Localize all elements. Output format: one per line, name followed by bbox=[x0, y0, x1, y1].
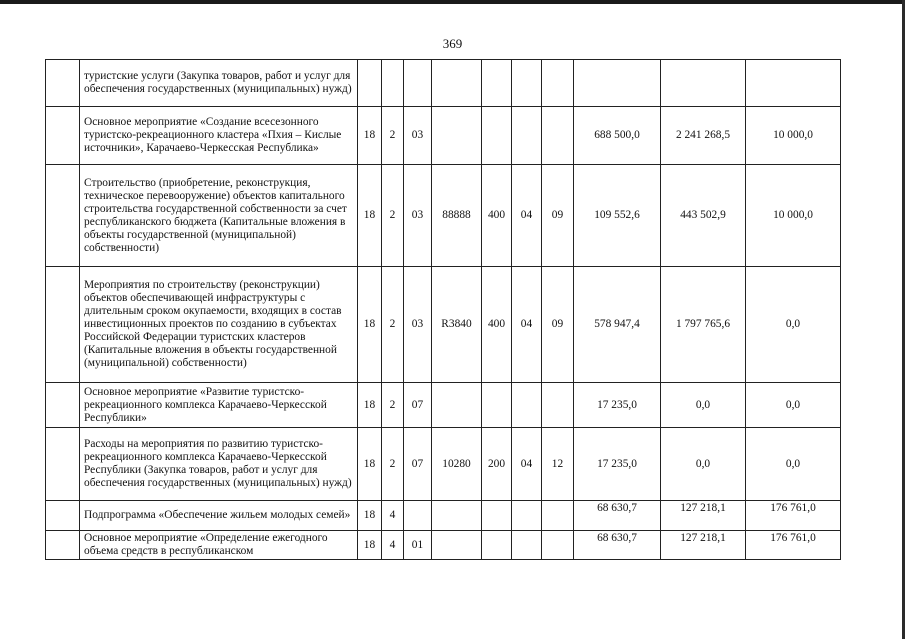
code-expense-type-cell: 400 bbox=[482, 267, 512, 383]
empty-index-cell bbox=[46, 428, 80, 501]
code-expense-type-cell bbox=[482, 383, 512, 428]
amount-year2-cell bbox=[661, 60, 746, 107]
amount-year3-cell: 176 761,0 bbox=[746, 501, 841, 531]
code-activity-cell: 03 bbox=[404, 107, 432, 165]
code-subsection-cell: 09 bbox=[542, 267, 574, 383]
budget-table bbox=[45, 59, 841, 560]
table-row bbox=[46, 107, 841, 165]
code-expense-type-cell: 200 bbox=[482, 428, 512, 501]
code-direction-cell: 10280 bbox=[432, 428, 482, 501]
code-admin-cell bbox=[358, 60, 382, 107]
amount-year2-cell: 1 797 765,6 bbox=[661, 267, 746, 383]
code-activity-cell bbox=[404, 60, 432, 107]
code-admin-cell: 18 bbox=[358, 267, 382, 383]
code-direction-cell bbox=[432, 60, 482, 107]
code-direction-cell: 88888 bbox=[432, 165, 482, 267]
amount-year1-cell: 68 630,7 bbox=[574, 501, 661, 531]
amount-year3-cell: 10 000,0 bbox=[746, 107, 841, 165]
code-subsection-cell: 12 bbox=[542, 428, 574, 501]
code-admin-cell: 18 bbox=[358, 428, 382, 501]
table-row bbox=[46, 383, 841, 428]
amount-year2-cell: 443 502,9 bbox=[661, 165, 746, 267]
amount-year1-cell: 68 630,7 bbox=[574, 531, 661, 560]
description-cell: Основное мероприятие «Определение ежегодного объема средств в республиканском bbox=[80, 531, 358, 560]
code-subprogram-cell: 2 bbox=[382, 267, 404, 383]
empty-index-cell bbox=[46, 501, 80, 531]
code-subprogram-cell bbox=[382, 60, 404, 107]
code-subsection-cell bbox=[542, 501, 574, 531]
code-section-cell bbox=[512, 60, 542, 107]
code-subsection-cell bbox=[542, 107, 574, 165]
code-direction-cell bbox=[432, 107, 482, 165]
table-row bbox=[46, 60, 841, 107]
code-section-cell bbox=[512, 531, 542, 560]
code-expense-type-cell bbox=[482, 501, 512, 531]
code-admin-cell: 18 bbox=[358, 165, 382, 267]
code-section-cell: 04 bbox=[512, 428, 542, 501]
description-cell: Основное мероприятие «Создание всесезонного туристско-рекреационного кластера «Пхия – Кислые источники», Карачаево-Черкесская Республика» bbox=[80, 107, 358, 165]
amount-year2-cell: 127 218,1 bbox=[661, 501, 746, 531]
amount-year1-cell: 109 552,6 bbox=[574, 165, 661, 267]
code-subprogram-cell: 4 bbox=[382, 531, 404, 560]
code-section-cell: 04 bbox=[512, 267, 542, 383]
description-cell: Расходы на мероприятия по развитию туристско-рекреационного комплекса Карачаево-Черкесской Республики (Закупка товаров, работ и услуг для обеспечения государственных (муниципальных) нужд) bbox=[80, 428, 358, 501]
description-cell: Мероприятия по строительству (реконструкции) объектов обеспечивающей инфраструктуры с длительным сроком окупаемости, входящих в состав инвестиционных проектов по созданию в субъектах Российской Федерации туристских кластеров (Капитальные вложения в объекты государственной (муниципальной) собственности) bbox=[80, 267, 358, 383]
code-expense-type-cell bbox=[482, 60, 512, 107]
code-subprogram-cell: 2 bbox=[382, 383, 404, 428]
table-row bbox=[46, 428, 841, 501]
amount-year2-cell: 0,0 bbox=[661, 428, 746, 501]
scan-edge-top bbox=[0, 0, 905, 4]
empty-index-cell bbox=[46, 383, 80, 428]
amount-year1-cell: 17 235,0 bbox=[574, 428, 661, 501]
code-admin-cell: 18 bbox=[358, 531, 382, 560]
code-subsection-cell: 09 bbox=[542, 165, 574, 267]
empty-index-cell bbox=[46, 60, 80, 107]
amount-year2-cell: 127 218,1 bbox=[661, 531, 746, 560]
code-section-cell: 04 bbox=[512, 165, 542, 267]
empty-index-cell bbox=[46, 531, 80, 560]
code-subprogram-cell: 4 bbox=[382, 501, 404, 531]
empty-index-cell bbox=[46, 267, 80, 383]
code-subsection-cell bbox=[542, 60, 574, 107]
empty-index-cell bbox=[46, 107, 80, 165]
page-number: 369 bbox=[442, 36, 463, 51]
empty-index-cell bbox=[46, 165, 80, 267]
amount-year1-cell: 688 500,0 bbox=[574, 107, 661, 165]
description-cell: Основное мероприятие «Развитие туристско-рекреационного комплекса Карачаево-Черкесской Республики» bbox=[80, 383, 358, 428]
code-admin-cell: 18 bbox=[358, 383, 382, 428]
code-activity-cell bbox=[404, 501, 432, 531]
code-direction-cell bbox=[432, 531, 482, 560]
description-cell: Подпрограмма «Обеспечение жильем молодых семей» bbox=[80, 501, 358, 531]
code-activity-cell: 07 bbox=[404, 428, 432, 501]
table-row bbox=[46, 501, 841, 531]
code-expense-type-cell: 400 bbox=[482, 165, 512, 267]
amount-year2-cell: 0,0 bbox=[661, 383, 746, 428]
code-section-cell bbox=[512, 501, 542, 531]
code-direction-cell bbox=[432, 383, 482, 428]
amount-year3-cell: 0,0 bbox=[746, 267, 841, 383]
table-row bbox=[46, 267, 841, 383]
code-subsection-cell bbox=[542, 531, 574, 560]
amount-year3-cell: 0,0 bbox=[746, 383, 841, 428]
code-activity-cell: 01 bbox=[404, 531, 432, 560]
table-row bbox=[46, 531, 841, 560]
code-section-cell bbox=[512, 383, 542, 428]
code-direction-cell: R3840 bbox=[432, 267, 482, 383]
code-activity-cell: 07 bbox=[404, 383, 432, 428]
description-cell: туристские услуги (Закупка товаров, работ и услуг для обеспечения государственных (муниципальных) нужд) bbox=[80, 60, 358, 107]
amount-year1-cell: 578 947,4 bbox=[574, 267, 661, 383]
code-activity-cell: 03 bbox=[404, 267, 432, 383]
amount-year3-cell: 0,0 bbox=[746, 428, 841, 501]
amount-year1-cell: 17 235,0 bbox=[574, 383, 661, 428]
code-activity-cell: 03 bbox=[404, 165, 432, 267]
code-subsection-cell bbox=[542, 383, 574, 428]
code-expense-type-cell bbox=[482, 107, 512, 165]
amount-year1-cell bbox=[574, 60, 661, 107]
amount-year3-cell bbox=[746, 60, 841, 107]
code-subprogram-cell: 2 bbox=[382, 107, 404, 165]
code-subprogram-cell: 2 bbox=[382, 165, 404, 267]
code-section-cell bbox=[512, 107, 542, 165]
code-expense-type-cell bbox=[482, 531, 512, 560]
code-subprogram-cell: 2 bbox=[382, 428, 404, 501]
amount-year3-cell: 10 000,0 bbox=[746, 165, 841, 267]
code-admin-cell: 18 bbox=[358, 501, 382, 531]
amount-year3-cell: 176 761,0 bbox=[746, 531, 841, 560]
code-direction-cell bbox=[432, 501, 482, 531]
table-row bbox=[46, 165, 841, 267]
amount-year2-cell: 2 241 268,5 bbox=[661, 107, 746, 165]
description-cell: Строительство (приобретение, реконструкция, техническое перевооружение) объектов капитального строительства государственной собственности за счет республиканского бюджета (Капитальные вложения в объекты государственной (муниципальной) собственности) bbox=[80, 165, 358, 267]
code-admin-cell: 18 bbox=[358, 107, 382, 165]
